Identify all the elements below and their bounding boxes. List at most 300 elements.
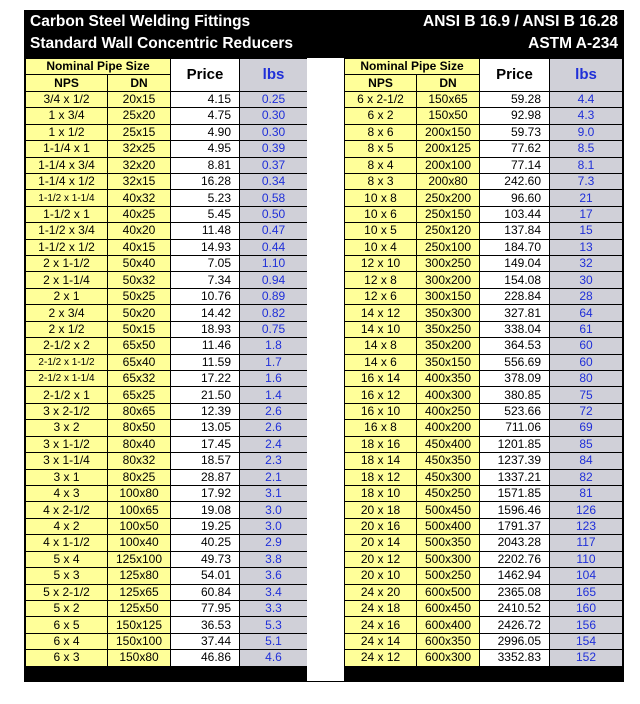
price-cell: 2202.76 bbox=[480, 551, 550, 567]
price-cell: 1237.39 bbox=[480, 453, 550, 469]
price-cell: 13.05 bbox=[171, 420, 240, 436]
nps-cell: 8 x 3 bbox=[345, 173, 417, 189]
nps-cell: 4 x 1-1/2 bbox=[26, 535, 108, 551]
nps-cell: 1 x 3/4 bbox=[26, 108, 108, 124]
dn-cell: 600x450 bbox=[417, 600, 480, 616]
table-row bbox=[26, 518, 308, 534]
dn-cell: 200x80 bbox=[417, 173, 480, 189]
sheet-header bbox=[24, 10, 624, 56]
nps-cell: 10 x 5 bbox=[345, 223, 417, 239]
price-cell: 36.53 bbox=[171, 617, 240, 633]
price-sheet bbox=[24, 10, 624, 682]
nps-cell: 16 x 14 bbox=[345, 371, 417, 387]
nps-cell: 20 x 12 bbox=[345, 551, 417, 567]
price-cell: 523.66 bbox=[480, 403, 550, 419]
price-cell: 380.85 bbox=[480, 387, 550, 403]
nps-cell: 24 x 20 bbox=[345, 584, 417, 600]
dn-cell: 125x50 bbox=[108, 600, 171, 616]
nps-cell: 16 x 10 bbox=[345, 403, 417, 419]
table-row bbox=[26, 256, 308, 272]
table-row bbox=[345, 338, 623, 354]
dn-cell: 50x40 bbox=[108, 256, 171, 272]
price-cell: 1462.94 bbox=[480, 568, 550, 584]
nps-cell: 20 x 16 bbox=[345, 518, 417, 534]
dn-cell: 25x15 bbox=[108, 124, 171, 140]
table-row bbox=[345, 387, 623, 403]
table-row bbox=[345, 535, 623, 551]
lbs-cell: 0.75 bbox=[240, 321, 308, 337]
nps-cell: 1-1/2 x 1 bbox=[26, 206, 108, 222]
nps-cell: 12 x 10 bbox=[345, 256, 417, 272]
dn-cell: 250x120 bbox=[417, 223, 480, 239]
table-row bbox=[26, 272, 308, 288]
nps-cell: 6 x 3 bbox=[26, 650, 108, 666]
price-cell: 4.95 bbox=[171, 141, 240, 157]
nps-cell: 6 x 2 bbox=[345, 108, 417, 124]
nps-cell: 1-1/2 x 1-1/4 bbox=[26, 190, 108, 206]
price-cell: 8.81 bbox=[171, 157, 240, 173]
nps-cell: 2 x 1/2 bbox=[26, 321, 108, 337]
dn-cell: 350x250 bbox=[417, 321, 480, 337]
lbs-cell: 160 bbox=[550, 600, 623, 616]
table-row bbox=[26, 223, 308, 239]
price-cell: 2410.52 bbox=[480, 600, 550, 616]
title-right-1: ANSI B 16.9 / ANSI B 16.28 bbox=[423, 13, 618, 30]
table-row bbox=[345, 420, 623, 436]
table-row bbox=[26, 436, 308, 452]
nps-cell: 1-1/4 x 3/4 bbox=[26, 157, 108, 173]
lbs-cell: 15 bbox=[550, 223, 623, 239]
price-header: Price bbox=[171, 59, 240, 92]
price-cell: 96.60 bbox=[480, 190, 550, 206]
price-cell: 60.84 bbox=[171, 584, 240, 600]
dn-cell: 300x150 bbox=[417, 288, 480, 304]
dn-cell: 80x32 bbox=[108, 453, 171, 469]
dn-cell: 50x32 bbox=[108, 272, 171, 288]
table-row bbox=[26, 124, 308, 140]
table-row bbox=[345, 239, 623, 255]
lbs-cell: 0.89 bbox=[240, 288, 308, 304]
dn-cell: 500x250 bbox=[417, 568, 480, 584]
dn-cell: 80x50 bbox=[108, 420, 171, 436]
lbs-cell: 110 bbox=[550, 551, 623, 567]
title-left-2: Standard Wall Concentric Reducers bbox=[30, 35, 293, 52]
dn-cell: 250x200 bbox=[417, 190, 480, 206]
table-row bbox=[345, 617, 623, 633]
dn-cell: 600x350 bbox=[417, 633, 480, 649]
dn-cell: 50x15 bbox=[108, 321, 171, 337]
table-row bbox=[345, 584, 623, 600]
dn-cell: 300x250 bbox=[417, 256, 480, 272]
lbs-cell: 1.4 bbox=[240, 387, 308, 403]
price-cell: 4.15 bbox=[171, 91, 240, 107]
table-row bbox=[345, 568, 623, 584]
price-cell: 149.04 bbox=[480, 256, 550, 272]
price-cell: 28.87 bbox=[171, 469, 240, 485]
lbs-cell: 64 bbox=[550, 305, 623, 321]
table-row bbox=[345, 502, 623, 518]
table-row bbox=[26, 453, 308, 469]
table-row bbox=[345, 256, 623, 272]
price-cell: 40.25 bbox=[171, 535, 240, 551]
price-cell: 18.93 bbox=[171, 321, 240, 337]
nps-header: NPS bbox=[26, 75, 108, 91]
price-cell: 11.48 bbox=[171, 223, 240, 239]
dn-cell: 500x300 bbox=[417, 551, 480, 567]
lbs-cell: 72 bbox=[550, 403, 623, 419]
dn-cell: 125x100 bbox=[108, 551, 171, 567]
dn-cell: 350x150 bbox=[417, 354, 480, 370]
dn-cell: 400x350 bbox=[417, 371, 480, 387]
dn-cell: 600x300 bbox=[417, 650, 480, 666]
dn-cell: 200x100 bbox=[417, 157, 480, 173]
left-table bbox=[25, 58, 308, 667]
nps-cell: 4 x 3 bbox=[26, 485, 108, 501]
title-right-2: ASTM A-234 bbox=[528, 35, 618, 52]
nps-cell: 1-1/4 x 1/2 bbox=[26, 173, 108, 189]
table-row bbox=[345, 288, 623, 304]
nps-cell: 6 x 4 bbox=[26, 633, 108, 649]
nps-cell: 18 x 16 bbox=[345, 436, 417, 452]
dn-cell: 350x200 bbox=[417, 338, 480, 354]
nps-cell: 16 x 12 bbox=[345, 387, 417, 403]
nps-cell: 2-1/2 x 1 bbox=[26, 387, 108, 403]
dn-cell: 25x20 bbox=[108, 108, 171, 124]
nps-cell: 14 x 8 bbox=[345, 338, 417, 354]
lbs-cell: 156 bbox=[550, 617, 623, 633]
lbs-cell: 1.6 bbox=[240, 371, 308, 387]
dn-cell: 80x25 bbox=[108, 469, 171, 485]
dn-cell: 400x250 bbox=[417, 403, 480, 419]
nps-cell: 2-1/2 x 2 bbox=[26, 338, 108, 354]
nps-cell: 2 x 1-1/4 bbox=[26, 272, 108, 288]
lbs-cell: 85 bbox=[550, 436, 623, 452]
table-row bbox=[26, 403, 308, 419]
lbs-cell: 82 bbox=[550, 469, 623, 485]
lbs-cell: 0.39 bbox=[240, 141, 308, 157]
price-cell: 1596.46 bbox=[480, 502, 550, 518]
nps-cell: 20 x 18 bbox=[345, 502, 417, 518]
price-cell: 4.90 bbox=[171, 124, 240, 140]
lbs-cell: 2.9 bbox=[240, 535, 308, 551]
table-row bbox=[345, 354, 623, 370]
dn-cell: 100x40 bbox=[108, 535, 171, 551]
price-cell: 103.44 bbox=[480, 206, 550, 222]
nps-cell: 18 x 10 bbox=[345, 485, 417, 501]
dn-cell: 600x400 bbox=[417, 617, 480, 633]
lbs-cell: 13 bbox=[550, 239, 623, 255]
dn-header: DN bbox=[417, 75, 480, 91]
dn-cell: 20x15 bbox=[108, 91, 171, 107]
nps-cell: 10 x 8 bbox=[345, 190, 417, 206]
table-row bbox=[345, 518, 623, 534]
price-cell: 18.57 bbox=[171, 453, 240, 469]
nps-cell: 5 x 4 bbox=[26, 551, 108, 567]
lbs-cell: 0.30 bbox=[240, 124, 308, 140]
nps-cell: 5 x 2 bbox=[26, 600, 108, 616]
dn-cell: 450x300 bbox=[417, 469, 480, 485]
price-cell: 14.93 bbox=[171, 239, 240, 255]
table-row bbox=[345, 600, 623, 616]
lbs-cell: 28 bbox=[550, 288, 623, 304]
table-row bbox=[26, 485, 308, 501]
price-cell: 21.50 bbox=[171, 387, 240, 403]
nps-cell: 24 x 14 bbox=[345, 633, 417, 649]
table-row bbox=[26, 584, 308, 600]
dn-cell: 250x100 bbox=[417, 239, 480, 255]
nps-cell: 3 x 2-1/2 bbox=[26, 403, 108, 419]
price-cell: 137.84 bbox=[480, 223, 550, 239]
table-row bbox=[26, 288, 308, 304]
table-row bbox=[26, 141, 308, 157]
lbs-cell: 0.30 bbox=[240, 108, 308, 124]
price-cell: 37.44 bbox=[171, 633, 240, 649]
lbs-cell: 3.1 bbox=[240, 485, 308, 501]
price-cell: 327.81 bbox=[480, 305, 550, 321]
dn-cell: 150x50 bbox=[417, 108, 480, 124]
lbs-cell: 30 bbox=[550, 272, 623, 288]
table-row bbox=[345, 141, 623, 157]
lbs-cell: 3.4 bbox=[240, 584, 308, 600]
nps-cell: 3 x 1-1/4 bbox=[26, 453, 108, 469]
price-cell: 2365.08 bbox=[480, 584, 550, 600]
right-table bbox=[344, 58, 623, 667]
dn-cell: 40x15 bbox=[108, 239, 171, 255]
price-cell: 77.14 bbox=[480, 157, 550, 173]
price-cell: 11.59 bbox=[171, 354, 240, 370]
price-cell: 7.34 bbox=[171, 272, 240, 288]
table-row bbox=[345, 173, 623, 189]
price-cell: 11.46 bbox=[171, 338, 240, 354]
dn-cell: 65x32 bbox=[108, 371, 171, 387]
nps-cell: 4 x 2 bbox=[26, 518, 108, 534]
dn-cell: 450x400 bbox=[417, 436, 480, 452]
lbs-cell: 3.0 bbox=[240, 518, 308, 534]
nps-cell: 6 x 2-1/2 bbox=[345, 91, 417, 107]
nps-cell: 4 x 2-1/2 bbox=[26, 502, 108, 518]
table-row bbox=[345, 157, 623, 173]
lbs-cell: 0.58 bbox=[240, 190, 308, 206]
dn-cell: 125x80 bbox=[108, 568, 171, 584]
table-row bbox=[345, 650, 623, 666]
table-row bbox=[26, 190, 308, 206]
table-row bbox=[345, 403, 623, 419]
nps-cell: 20 x 14 bbox=[345, 535, 417, 551]
lbs-cell: 152 bbox=[550, 650, 623, 666]
price-cell: 59.73 bbox=[480, 124, 550, 140]
dn-cell: 350x300 bbox=[417, 305, 480, 321]
lbs-cell: 3.3 bbox=[240, 600, 308, 616]
table-row bbox=[345, 206, 623, 222]
price-cell: 4.75 bbox=[171, 108, 240, 124]
price-cell: 59.28 bbox=[480, 91, 550, 107]
nps-cell: 1-1/2 x 1/2 bbox=[26, 239, 108, 255]
lbs-cell: 2.3 bbox=[240, 453, 308, 469]
dn-cell: 32x25 bbox=[108, 141, 171, 157]
table-row bbox=[26, 617, 308, 633]
table-row bbox=[345, 108, 623, 124]
price-cell: 228.84 bbox=[480, 288, 550, 304]
lbs-cell: 60 bbox=[550, 354, 623, 370]
price-cell: 92.98 bbox=[480, 108, 550, 124]
table-row bbox=[345, 453, 623, 469]
table-row bbox=[26, 502, 308, 518]
dn-cell: 65x50 bbox=[108, 338, 171, 354]
table-row bbox=[26, 338, 308, 354]
price-cell: 1337.21 bbox=[480, 469, 550, 485]
price-cell: 2043.28 bbox=[480, 535, 550, 551]
dn-cell: 600x500 bbox=[417, 584, 480, 600]
nps-cell: 2 x 1-1/2 bbox=[26, 256, 108, 272]
nps-cell: 18 x 14 bbox=[345, 453, 417, 469]
price-cell: 17.92 bbox=[171, 485, 240, 501]
lbs-cell: 3.6 bbox=[240, 568, 308, 584]
table-row bbox=[26, 568, 308, 584]
nps-cell: 1 x 1/2 bbox=[26, 124, 108, 140]
lbs-cell: 0.50 bbox=[240, 206, 308, 222]
dn-cell: 500x350 bbox=[417, 535, 480, 551]
nps-header: NPS bbox=[345, 75, 417, 91]
dn-cell: 80x65 bbox=[108, 403, 171, 419]
dn-cell: 500x450 bbox=[417, 502, 480, 518]
dn-cell: 100x65 bbox=[108, 502, 171, 518]
lbs-cell: 17 bbox=[550, 206, 623, 222]
table-row bbox=[26, 420, 308, 436]
table-row bbox=[345, 272, 623, 288]
nps-cell: 16 x 8 bbox=[345, 420, 417, 436]
dn-cell: 200x150 bbox=[417, 124, 480, 140]
nps-cell: 2-1/2 x 1-1/4 bbox=[26, 371, 108, 387]
dn-cell: 150x80 bbox=[108, 650, 171, 666]
lbs-cell: 8.5 bbox=[550, 141, 623, 157]
price-cell: 154.08 bbox=[480, 272, 550, 288]
nps-cell: 5 x 3 bbox=[26, 568, 108, 584]
price-cell: 184.70 bbox=[480, 239, 550, 255]
price-cell: 378.09 bbox=[480, 371, 550, 387]
price-cell: 2996.05 bbox=[480, 633, 550, 649]
lbs-cell: 123 bbox=[550, 518, 623, 534]
table-row bbox=[345, 485, 623, 501]
nominal-pipe-size-header: Nominal Pipe Size bbox=[345, 59, 480, 75]
lbs-cell: 7.3 bbox=[550, 173, 623, 189]
dn-cell: 80x40 bbox=[108, 436, 171, 452]
table-row bbox=[345, 91, 623, 107]
lbs-cell: 0.82 bbox=[240, 305, 308, 321]
price-cell: 2426.72 bbox=[480, 617, 550, 633]
lbs-cell: 8.1 bbox=[550, 157, 623, 173]
lbs-cell: 75 bbox=[550, 387, 623, 403]
price-cell: 19.25 bbox=[171, 518, 240, 534]
title-left-1: Carbon Steel Welding Fittings bbox=[30, 13, 251, 30]
nps-cell: 20 x 10 bbox=[345, 568, 417, 584]
table-row bbox=[26, 206, 308, 222]
center-divider bbox=[307, 58, 344, 681]
dn-cell: 50x20 bbox=[108, 305, 171, 321]
price-cell: 17.45 bbox=[171, 436, 240, 452]
table-row bbox=[26, 633, 308, 649]
price-cell: 46.86 bbox=[171, 650, 240, 666]
price-cell: 364.53 bbox=[480, 338, 550, 354]
table-row bbox=[26, 173, 308, 189]
table-row bbox=[345, 190, 623, 206]
dn-cell: 150x100 bbox=[108, 633, 171, 649]
table-row bbox=[345, 469, 623, 485]
lbs-cell: 9.0 bbox=[550, 124, 623, 140]
dn-cell: 250x150 bbox=[417, 206, 480, 222]
lbs-cell: 126 bbox=[550, 502, 623, 518]
table-row bbox=[345, 371, 623, 387]
lbs-cell: 3.0 bbox=[240, 502, 308, 518]
lbs-cell: 0.37 bbox=[240, 157, 308, 173]
lbs-cell: 69 bbox=[550, 420, 623, 436]
dn-cell: 65x40 bbox=[108, 354, 171, 370]
dn-cell: 32x15 bbox=[108, 173, 171, 189]
dn-cell: 40x20 bbox=[108, 223, 171, 239]
price-cell: 3352.83 bbox=[480, 650, 550, 666]
lbs-cell: 3.8 bbox=[240, 551, 308, 567]
nps-cell: 8 x 4 bbox=[345, 157, 417, 173]
dn-cell: 150x125 bbox=[108, 617, 171, 633]
lbs-cell: 0.44 bbox=[240, 239, 308, 255]
lbs-cell: 80 bbox=[550, 371, 623, 387]
dn-cell: 50x25 bbox=[108, 288, 171, 304]
price-cell: 16.28 bbox=[171, 173, 240, 189]
price-cell: 556.69 bbox=[480, 354, 550, 370]
price-cell: 1571.85 bbox=[480, 485, 550, 501]
dn-cell: 100x50 bbox=[108, 518, 171, 534]
nps-cell: 12 x 6 bbox=[345, 288, 417, 304]
lbs-cell: 2.4 bbox=[240, 436, 308, 452]
nps-cell: 3 x 1 bbox=[26, 469, 108, 485]
nps-cell: 14 x 10 bbox=[345, 321, 417, 337]
lbs-cell: 4.4 bbox=[550, 91, 623, 107]
lbs-cell: 1.10 bbox=[240, 256, 308, 272]
lbs-cell: 2.6 bbox=[240, 420, 308, 436]
table-row bbox=[26, 239, 308, 255]
price-cell: 5.23 bbox=[171, 190, 240, 206]
lbs-cell: 165 bbox=[550, 584, 623, 600]
price-cell: 5.45 bbox=[171, 206, 240, 222]
table-row bbox=[26, 305, 308, 321]
lbs-cell: 154 bbox=[550, 633, 623, 649]
table-row bbox=[26, 354, 308, 370]
nps-cell: 10 x 4 bbox=[345, 239, 417, 255]
nps-cell: 6 x 5 bbox=[26, 617, 108, 633]
lbs-cell: 0.47 bbox=[240, 223, 308, 239]
table-row bbox=[26, 600, 308, 616]
dn-cell: 300x200 bbox=[417, 272, 480, 288]
table-row bbox=[345, 223, 623, 239]
nominal-pipe-size-header: Nominal Pipe Size bbox=[26, 59, 171, 75]
lbs-cell: 21 bbox=[550, 190, 623, 206]
nps-cell: 8 x 5 bbox=[345, 141, 417, 157]
lbs-cell: 84 bbox=[550, 453, 623, 469]
price-cell: 711.06 bbox=[480, 420, 550, 436]
dn-cell: 100x80 bbox=[108, 485, 171, 501]
table-row bbox=[345, 551, 623, 567]
lbs-cell: 4.3 bbox=[550, 108, 623, 124]
price-cell: 1201.85 bbox=[480, 436, 550, 452]
dn-cell: 40x25 bbox=[108, 206, 171, 222]
nps-cell: 18 x 12 bbox=[345, 469, 417, 485]
dn-cell: 500x400 bbox=[417, 518, 480, 534]
nps-cell: 3 x 2 bbox=[26, 420, 108, 436]
price-cell: 1791.37 bbox=[480, 518, 550, 534]
dn-cell: 400x200 bbox=[417, 420, 480, 436]
nps-cell: 12 x 8 bbox=[345, 272, 417, 288]
table-row bbox=[345, 436, 623, 452]
table-row bbox=[26, 157, 308, 173]
